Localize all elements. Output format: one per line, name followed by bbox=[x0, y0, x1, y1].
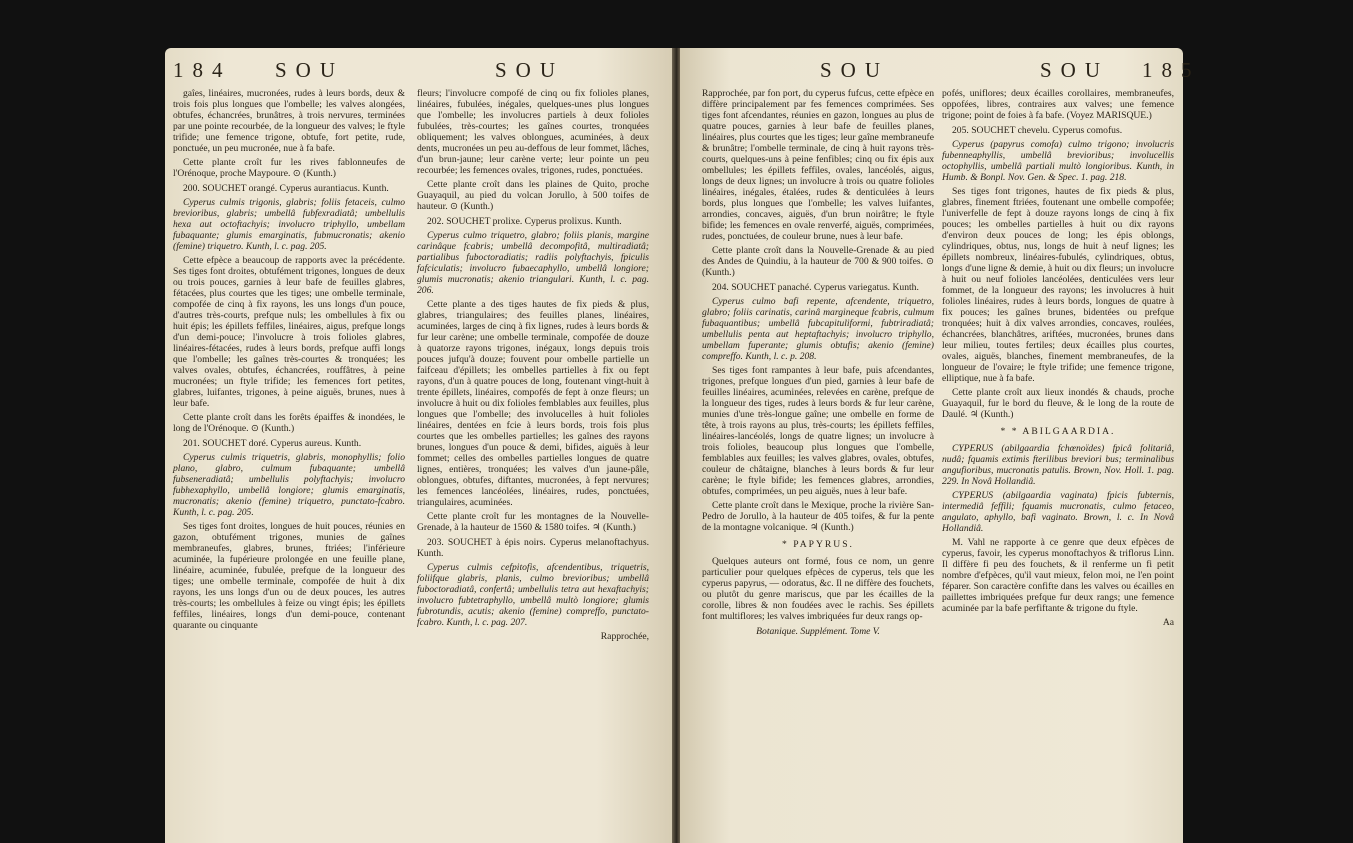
running-head: SOU bbox=[820, 58, 890, 82]
right-page bbox=[680, 48, 1201, 843]
catchword: Rapprochée, bbox=[600, 631, 649, 642]
paragraph: Ses tiges font trigones, hautes de fix pieds & plus, glabres, finement ftriées, foutenant une ombelle compofée; l'univerfelle de fept à douze rayons longs de cinq à fix pouces; les ombelles partielles à huit ou dix rayons d'environ deux pouces de long; les épis oblongs, cylindriques, obtus, nus, longs de huit à neuf lignes; les épillets nombreux, linéaires-fubulés, cylindriques, obtus, longs d'une ligne & demie, à huit ou dix fleurs; un involucre à huit ou neuf folioles lancéolées, denticulées vers leur fommet, de la longueur des rayons; les involucres à huit folioles linéaires, rudes à leurs bords, longues de quatre à fix pouces; les gaînes brunes, bidentées ou prefque tronquées; huit à dix valves arrondies, concaves, roulées, échancrées, blanchâtres, ariftées, mucronées, brunes dans leur milieu, toutes fertiles; deux écailles plus courtes, ovales, aiguës, blanches, finement membraneufes, de la longueur de l'ovaire; le ftyle trifide; une femence trigone, elliptique, nue à fa bafe. bbox=[942, 186, 1174, 384]
paragraph: Ses tiges font droites, longues de huit pouces, réunies en gazon, obtufément trigones, munies de gaînes membraneufes, glabres, brunes, ftriées; l'inférieure acuminée, la fupérieure prolongée en une feuille plane, linéaire, acuminée, fubulée, prefque de la longueur des tiges; une ombelle terminale, compofée de huit à dix rayons, les uns longs d'un ou de deux pouces, les autres très-courts; les ombellules à feize ou vingt épis; les épillets feffiles, linéaires, longs d'un demi-pouce, contenant quarante ou cinquante bbox=[173, 521, 405, 631]
running-head: SOU bbox=[275, 58, 345, 82]
entry-heading: 200. SOUCHET orangé. Cyperus aurantiacus. Kunth. bbox=[183, 183, 389, 194]
paragraph: Rapprochée, par fon port, du cyperus fufcus, cette efpèce en diffère principalement par fes femences comprimées. Ses tiges font afcendantes, réunies en gazon, longues au plus de quatre pouces, garnies à leur bafe de feuilles planes, linéaires, plus courtes que les tiges; leur gaîne membraneufe & brunâtre; l'ombelle terminale, de cinq à huit rayons très-courts, quelques-uns à peine fenfibles; cinq ou fix épis aux ombellules; les épillets feffiles, ovales, lancéolés, aigus, longs de deux lignes; un involucre à trois ou quatre folioles linéaires, inégales, étalées, rudes & denticulées à leurs bords, plus longues que l'ombelle; les valves luifantes, arrondies, concaves, aiguës, d'un brun noirâtre; le ftyle bifide; les femences en ovale renverfé, aiguës, comprimées, rudes, ponctuées, de couleur brune, nues à leur bafe. bbox=[702, 88, 934, 242]
latin-diagnosis: Cyperus culmis triquetris, glabris, monophyllis; folio plano, glabro, culmum fubaquante; umbellâ fubseneradiatâ; umbellulis polyftachyis; involucro fubhexaphyllo, umbellâ longiore; glumis emarginatis, mucronatis; akenio (femine) triquetro, punctato-fcabro. Kunth, l. c. pag. 205. bbox=[173, 452, 405, 518]
entry-heading: 202. SOUCHET prolixe. Cyperus prolixus. Kunth. bbox=[427, 216, 622, 227]
entry-heading: 205. SOUCHET chevelu. Cyperus comofus. bbox=[952, 125, 1123, 136]
right-page-header bbox=[680, 58, 1201, 84]
text-column-1 bbox=[173, 88, 405, 634]
paragraph: pofés, uniflores; deux écailles corollaires, membraneufes, oppofées, libres, contraires aux valves; une femence trigone; point de foies à fa bafe. (Voyez MARISQUE.) bbox=[942, 88, 1174, 121]
paragraph: Cette plante croît fur les rives fablonneufes de l'Orénoque, proche Maypoure. ⊙ (Kunth.) bbox=[173, 157, 405, 179]
latin-diagnosis: CYPERUS (abilgaardia fchœnoïdes) fpicâ folitariâ, nudâ; fquamis extimis fterilibus breviori bus; terminalibus angufioribus, mucronatis patulis. Brown, Nov. Holl. 1. pag. 229. In Novâ Hollandiâ. bbox=[942, 443, 1174, 487]
paragraph: Quelques auteurs ont formé, fous ce nom, un genre particulier pour quelques efpèces de cyperus, tels que les cyperus papyrus, — odoratus, &c. Il ne diffère des fouchets, ou plutôt du genre mariscus, que par les écailles de la corolle, libres & non foudées avec le rachis. Ses épillets font multiflores; les valves imbriquées fur deux rangs op- bbox=[702, 556, 934, 622]
paragraph: Ses tiges font rampantes à leur bafe, puis afcendantes, trigones, prefque longues d'un pied, garnies à leur bafe de feuilles linéaires, acuminées, relevées en carène, prefque de la longueur des tiges, rudes à leurs bords & fur leur carène, munies d'une très-longue gaîne; une ombelle en forme de tête, à trois rayons au plus, très-courts; les épillets feffiles, linéaires-lancéolés, longs de quatre lignes; un involucre à trois folioles, beaucoup plus longues que l'ombelle, femblables aux feuilles; les valves glabres, ovales, obtufes, couleur de châtaigne, blanches à leurs bords & fur leur carène; le ftyle bifide; les femences glabres, arrondies, obtufes, comprimées, un peu aiguës, nues à leur bafe. bbox=[702, 365, 934, 497]
footer-line: Botanique. Supplément. Tome V. bbox=[756, 626, 880, 637]
paragraph: Cette efpèce a beaucoup de rapports avec la précédente. Ses tiges font droites, obtufément trigones, longues de deux ou trois pouces, garnies à leur bafe de feuilles glabres, fétacées, plus courtes que les tiges; une ombelle terminale, compofée de cinq à fix rayons, les uns longs d'un pouce, d'autres très-courts, prefque nuls; les ombellules à fix ou huit épis; les épillets feffiles, linéaires, aigus, prefque longs d'un demi-pouce; l'involucre à trois folioles glabres, linéaires-fétacées, rudes à leurs bords, prefque auffi longs que l'ombelle; les gaînes très-courtes & tronquées; les valves ovales, obtufes, échancrées, rouffâtres, à peine mucronées; un ftyle trifide; les femences fort petites, glabres, luifantes, trigones, à peine aiguës, brunes, nues à leur bafe. bbox=[173, 255, 405, 409]
latin-diagnosis: Cyperus culmo triquetro, glabro; foliis planis, margine carinâque fcabris; umbellâ decompofitâ, multiradiatâ; partialibus fuboctoradiatis; radiis polyftachyis, fpiculis fafciculatis; involucro fubaecaphyllo, umbellâ longiore; glumis mucronatis; akenio triangulari. Kunth, l. c. pag. 206. bbox=[417, 230, 649, 296]
page-number: 185 bbox=[1142, 58, 1201, 82]
left-page bbox=[165, 48, 673, 843]
running-head: SOU bbox=[495, 58, 565, 82]
text-column-2 bbox=[417, 88, 649, 645]
paragraph: gaîes, linéaires, mucronées, rudes à leurs bords, deux & trois fois plus longues que l'ombelle; les valves alongées, obtufes, échancrées, brunâtres, à trois nervures, terminées par une pointe recourbée, de la longueur des valves; le ftyle trifide; une femence trigone, obtufe, fort petite, rude, ponctuée, un peu mucronée, nue à fa bafe. bbox=[173, 88, 405, 154]
latin-diagnosis: Cyperus culmis cefpitofis, afcendentibus, triquetris, foliifque glabris, planis, culmo brevioribus; umbellâ fuboctoradiatâ, confertâ; umbellulis tetra aut hexaftachyis; involucro fubtetraphyllo, umbellâ multò longiore; glumis fubrotundis, acutis; akenio (femine) compreffo, punctato-fcabro. Kunth, l. c. pag. 207. bbox=[417, 562, 649, 628]
latin-diagnosis: Cyperus culmo bafi repente, afcendente, triquetro, glabro; foliis carinatis, carinâ margineque fcabris, culmum fubaquantibus; umbellâ fubcapituliformi, fubtriradiatâ; umbellulis penta aut heptaftachyis; involucro triphyllo, umbellam fuperante; glumis obtufis; akenio (femine) compreffo. Kunth, l. c. p. 208. bbox=[702, 296, 934, 362]
entry-heading: 204. SOUCHET panaché. Cyperus variegatus. Kunth. bbox=[712, 282, 919, 293]
paragraph: fleurs; l'involucre compofé de cinq ou fix folioles planes, linéaires, fubulées, inégales, quelques-unes plus longues que l'ombelle; les involucres partiels à deux folioles fubulées, très-courtes; les gaînes courtes, tronquées obliquement; les valves oblongues, acuminées, à deux dents, mucronées un peu au-deffous de leur fommet, lâches, d'un brun-jaune; leur carène verte; leur pointe un peu recourbée; les femences ovales, trigones, rudes, ponctuées. bbox=[417, 88, 649, 176]
running-head: SOU bbox=[1040, 58, 1110, 82]
paragraph: Cette plante croît dans le Mexique, proche la rivière San-Pedro de Jorullo, à la hauteur de 405 toifes, & fur la pente de la montagne volcanique. ♃ (Kunth.) bbox=[702, 500, 934, 533]
left-page-header bbox=[165, 58, 673, 84]
entry-heading: 203. SOUCHET à épis noirs. Cyperus melanoftachyus. Kunth. bbox=[417, 537, 649, 559]
latin-diagnosis: Cyperus culmis trigonis, glabris; foliis fetaceis, culmo brevioribus, glabris; umbellâ fubfexradiatâ; umbellulis hexa aut octoftachyis; involucro triphyllo, umbellam fubaquante; glumis emarginatis, fubmucronatis; akenio (femine) triquetro. Kunth, l. c. pag. 205. bbox=[173, 197, 405, 252]
paragraph: M. Vahl ne rapporte à ce genre que deux efpèces de cyperus, favoir, les cyperus monoftachyos & triflorus Linn. Il diffère fi peu des fouchets, & il renferme un fi petit nombre d'efpèces, qu'il vaut mieux, felon moi, ne l'en point féparer. Son caractère confifte dans les valves ou écailles en paillettes imbriquées prefque fur deux rangs; une femence acuminée par la bafe perfiftante & trigone du ftyle. bbox=[942, 537, 1174, 614]
entry-heading: 201. SOUCHET doré. Cyperus aureus. Kunth. bbox=[183, 438, 362, 449]
text-column-2 bbox=[942, 88, 1174, 631]
paragraph: Cette plante croît dans les forêts épaiffes & inondées, le long de l'Orénoque. ⊙ (Kunth.) bbox=[173, 412, 405, 434]
text-column-1 bbox=[702, 88, 934, 640]
paragraph: Cette plante croît fur les montagnes de la Nouvelle-Grenade, à la hauteur de 1560 & 1580 toifes. ♃ (Kunth.) bbox=[417, 511, 649, 533]
paragraph: Cette plante a des tiges hautes de fix pieds & plus, glabres, triangulaires; des feuilles planes, linéaires, acuminées, larges de cinq à fix lignes, rudes à leurs bords & fur leur carène; une ombelle terminale, compofée de douze à quatorze rayons trigones, inégaux, longs depuis trois pouces jufqu'à douze; fouvent pour ombelle partielle un faifceau d'épillets; les ombelles partielles à fix ou fept rayons, d'un à quatre pouces de long, foutenant vingt-huit à trente épillets, linéaires, compofés de fept à onze fleurs; un involucre à huit ou dix folioles femblables aux feuilles, plus longues que l'ombelle; des involucelles à huit folioles linéaires, dentées en fcie à leurs bords, trois fois plus courtes que les ombelles partielles; les gaînes des rayons brunes, longues d'un pouce & demi, bifides, aiguës à leur fommet; celles des ombelles partielles longues de quatre lignes, entières, tronquées; les valves d'un jaune-pâle, oblongues, obtufes, diftantes, mucronées, à fept nervures; les femences lancéolées, linéaires, rudes, ponctuées, triangulaires, acuminées. bbox=[417, 299, 649, 508]
section-heading: * PAPYRUS. bbox=[782, 539, 854, 550]
paragraph: Cette plante croît aux lieux inondés & chauds, proche Guayaquil, fur le bord du fleuve, & le long de la route de Daulé. ♃ (Kunth.) bbox=[942, 387, 1174, 420]
section-heading: * * ABILGAARDIA. bbox=[1000, 426, 1116, 437]
latin-diagnosis: CYPERUS (abilgaardia vaginata) fpicis fubternis, intermediâ feffili; fquamis mucronatis, culmo fetaceo, angulato, aphyllo, bafi vaginato. Brown, l. c. In Novâ Hollandiâ. bbox=[942, 490, 1174, 534]
paragraph: Cette plante croît dans les plaines de Quito, proche Guayaquil, au pied du volcan Jorullo, à 500 toifes de hauteur. ⊙ (Kunth.) bbox=[417, 179, 649, 212]
signature-mark: Aa bbox=[1162, 617, 1174, 628]
paragraph: Cette plante croît dans la Nouvelle-Grenade & au pied des Andes de Quindiu, à la hauteur de 700 & 900 toifes. ⊙ (Kunth.) bbox=[702, 245, 934, 278]
latin-diagnosis: Cyperus (papyrus comofa) culmo trigono; involucris fubenneaphyllis, umbellâ brevioribus; involucellis octophyllis, umbellâ partiali multò longioribus. Kunth, in Humb. & Bonpl. Nov. Gen. & Spec. 1. pag. 218. bbox=[942, 139, 1174, 183]
page-number: 184 bbox=[173, 58, 232, 82]
